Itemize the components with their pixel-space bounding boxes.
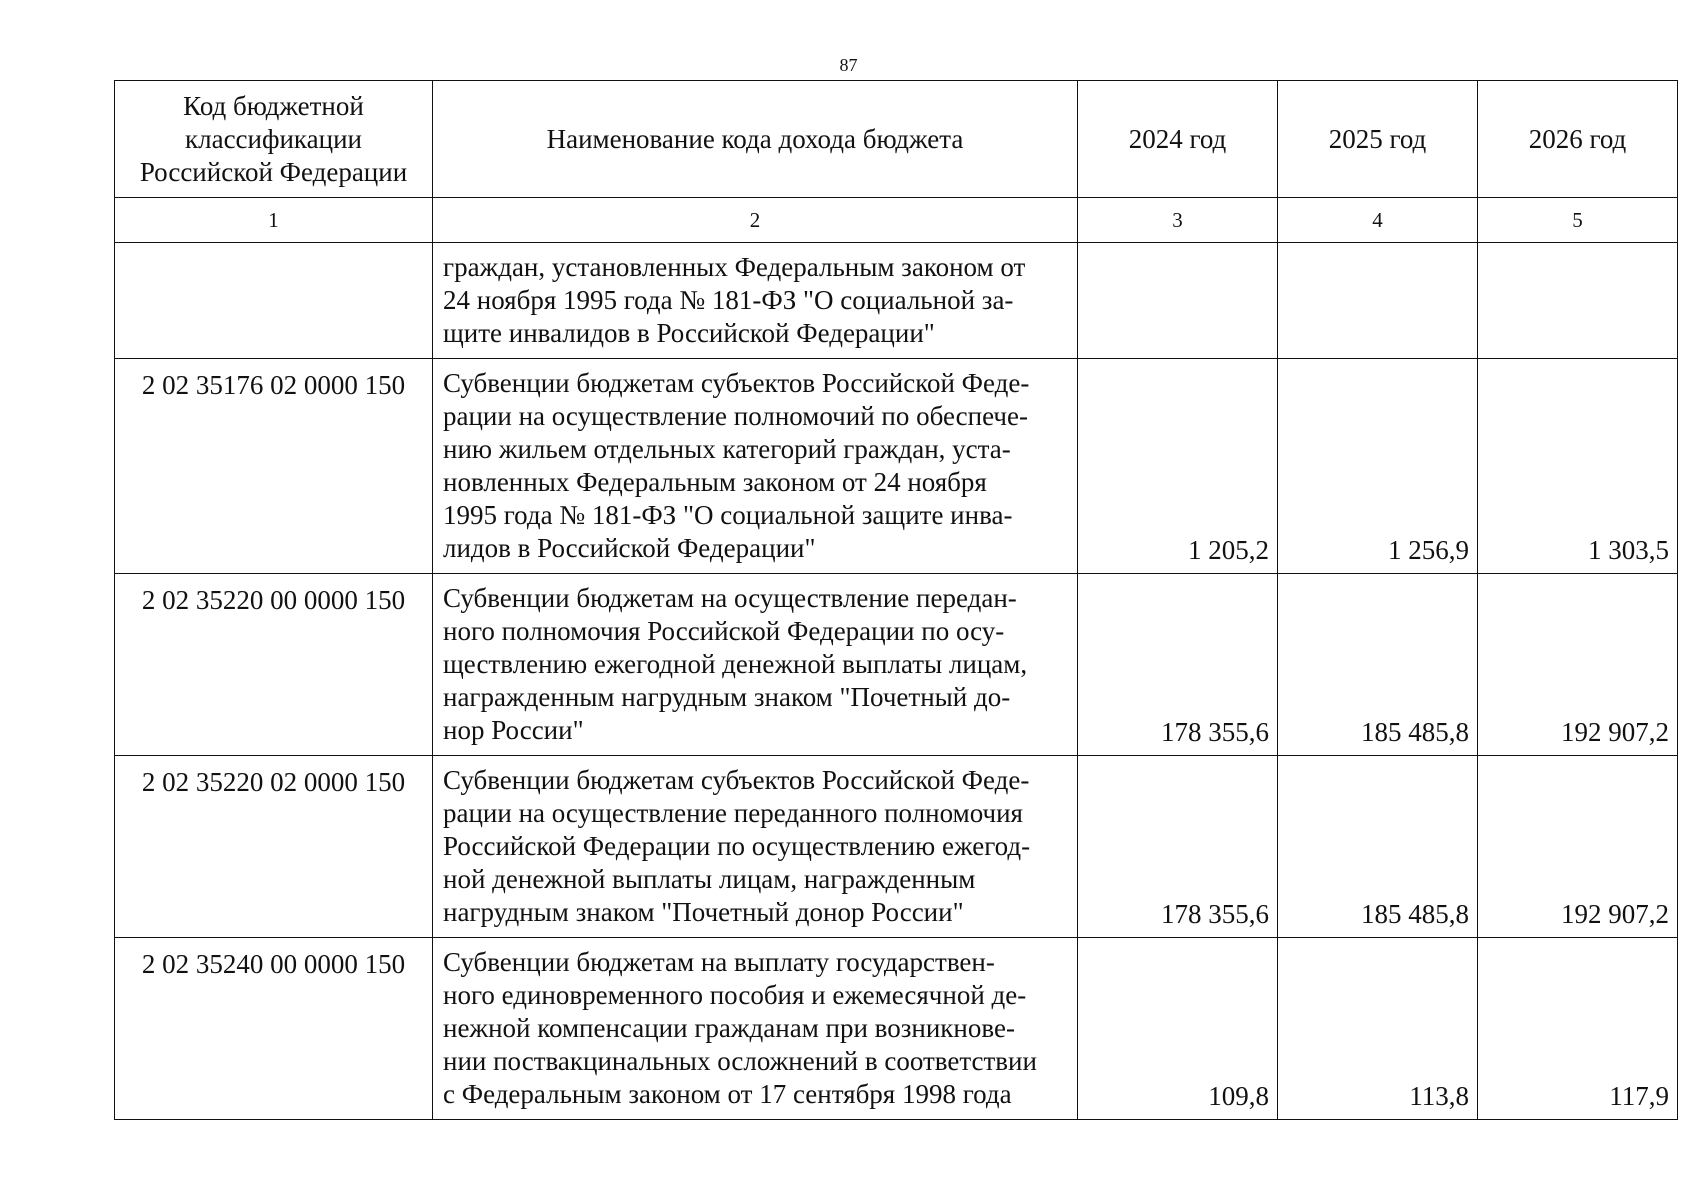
header-code-line: Российской Федерации — [139, 156, 408, 187]
budget-code-cell: 2 02 35220 00 0000 150 — [115, 574, 433, 756]
header-year-2026: 2026 год — [1478, 81, 1678, 198]
revenue-name-line: нежной компенсации гражданам при возникнове- — [443, 1013, 1015, 1043]
budget-revenue-table — [114, 80, 1678, 1120]
column-number: 1 — [115, 198, 433, 243]
table-row — [115, 756, 1678, 938]
revenue-name-line: Российской Федерации по осуществлению ежегод- — [443, 831, 1031, 861]
column-number: 3 — [1078, 198, 1278, 243]
revenue-name-line: ществлению ежегодной денежной выплаты лицам, — [443, 649, 1028, 679]
header-year-2025: 2025 год — [1278, 81, 1478, 198]
revenue-name-line: Субвенции бюджетам на осуществление передан- — [443, 583, 1017, 613]
revenue-name-line: нагрудным знаком "Почетный донор России" — [443, 897, 964, 927]
amount-y2025-cell: 185 485,8 — [1278, 756, 1478, 938]
amount-y2026-cell: 192 907,2 — [1478, 756, 1678, 938]
revenue-name-line: с Федеральным законом от 17 сентября 1998 года — [443, 1079, 1012, 1109]
table-row — [115, 574, 1678, 756]
revenue-name-line: Субвенции бюджетам субъектов Российской Феде- — [443, 765, 1030, 795]
amount-y2026-cell — [1478, 243, 1678, 359]
amount-y2025-cell: 113,8 — [1278, 938, 1478, 1120]
amount-y2024-cell: 109,8 — [1078, 938, 1278, 1120]
revenue-name-line: 1995 года № 181-ФЗ "О социальной защите инва- — [443, 500, 1013, 530]
revenue-name-cell — [433, 756, 1078, 938]
revenue-name-line: граждан, установленных Федеральным законом от — [443, 252, 1026, 282]
amount-y2025-cell — [1278, 243, 1478, 359]
revenue-name-line: Субвенции бюджетам на выплату государствен- — [443, 947, 995, 977]
revenue-name-line: рации на осуществление переданного полномочия — [443, 798, 1023, 828]
revenue-name-cell — [433, 938, 1078, 1120]
column-number: 4 — [1278, 198, 1478, 243]
amount-y2026-cell: 1 303,5 — [1478, 359, 1678, 574]
column-number-row — [115, 198, 1678, 243]
amount-y2025-cell: 185 485,8 — [1278, 574, 1478, 756]
header-code-line: Код бюджетной — [183, 90, 364, 121]
amount-y2024-cell: 178 355,6 — [1078, 574, 1278, 756]
revenue-name-cell — [433, 359, 1078, 574]
revenue-name-line: нию жильем отдельных категорий граждан, уста- — [443, 434, 1011, 464]
column-number: 2 — [433, 198, 1078, 243]
table-row — [115, 359, 1678, 574]
amount-y2024-cell — [1078, 243, 1278, 359]
revenue-name-cell — [433, 243, 1078, 359]
header-year-2024: 2024 год — [1078, 81, 1278, 198]
revenue-name-line: нии поствакцинальных осложнений в соответствии — [443, 1046, 1037, 1076]
revenue-name-line: ного полномочия Российской Федерации по осу- — [443, 616, 1005, 646]
revenue-name-line: рации на осуществление полномочий по обеспече- — [443, 401, 1028, 431]
table-row — [115, 938, 1678, 1120]
budget-code-cell: 2 02 35240 00 0000 150 — [115, 938, 433, 1120]
revenue-name-cell — [433, 574, 1078, 756]
amount-y2025-cell: 1 256,9 — [1278, 359, 1478, 574]
amount-y2026-cell: 192 907,2 — [1478, 574, 1678, 756]
revenue-name-line: 24 ноября 1995 года № 181-ФЗ "О социальной за- — [443, 285, 1014, 315]
header-name: Наименование кода дохода бюджета — [433, 81, 1078, 198]
amount-y2024-cell: 1 205,2 — [1078, 359, 1278, 574]
column-number: 5 — [1478, 198, 1678, 243]
revenue-name-line: ного единовременного пособия и ежемесячной де- — [443, 980, 1027, 1010]
revenue-name-line: лидов в Российской Федерации" — [443, 533, 816, 563]
revenue-name-line: награжденным нагрудным знаком "Почетный до- — [443, 682, 1011, 712]
budget-code-cell — [115, 243, 433, 359]
budget-code-cell: 2 02 35176 02 0000 150 — [115, 359, 433, 574]
header-code — [115, 81, 433, 198]
page-number: 87 — [839, 55, 858, 75]
revenue-name-line: Субвенции бюджетам субъектов Российской Феде- — [443, 368, 1030, 398]
table-header-row — [115, 81, 1678, 198]
revenue-name-line: щите инвалидов в Российской Федерации" — [443, 318, 935, 348]
amount-y2026-cell: 117,9 — [1478, 938, 1678, 1120]
revenue-name-line: нор России" — [443, 715, 584, 745]
revenue-name-line: новленных Федеральным законом от 24 ноября — [443, 467, 987, 497]
amount-y2024-cell: 178 355,6 — [1078, 756, 1278, 938]
header-code-line: классификации — [185, 123, 362, 154]
revenue-name-line: ной денежной выплаты лицам, награжденным — [443, 864, 976, 894]
table-row — [115, 243, 1678, 359]
budget-code-cell: 2 02 35220 02 0000 150 — [115, 756, 433, 938]
